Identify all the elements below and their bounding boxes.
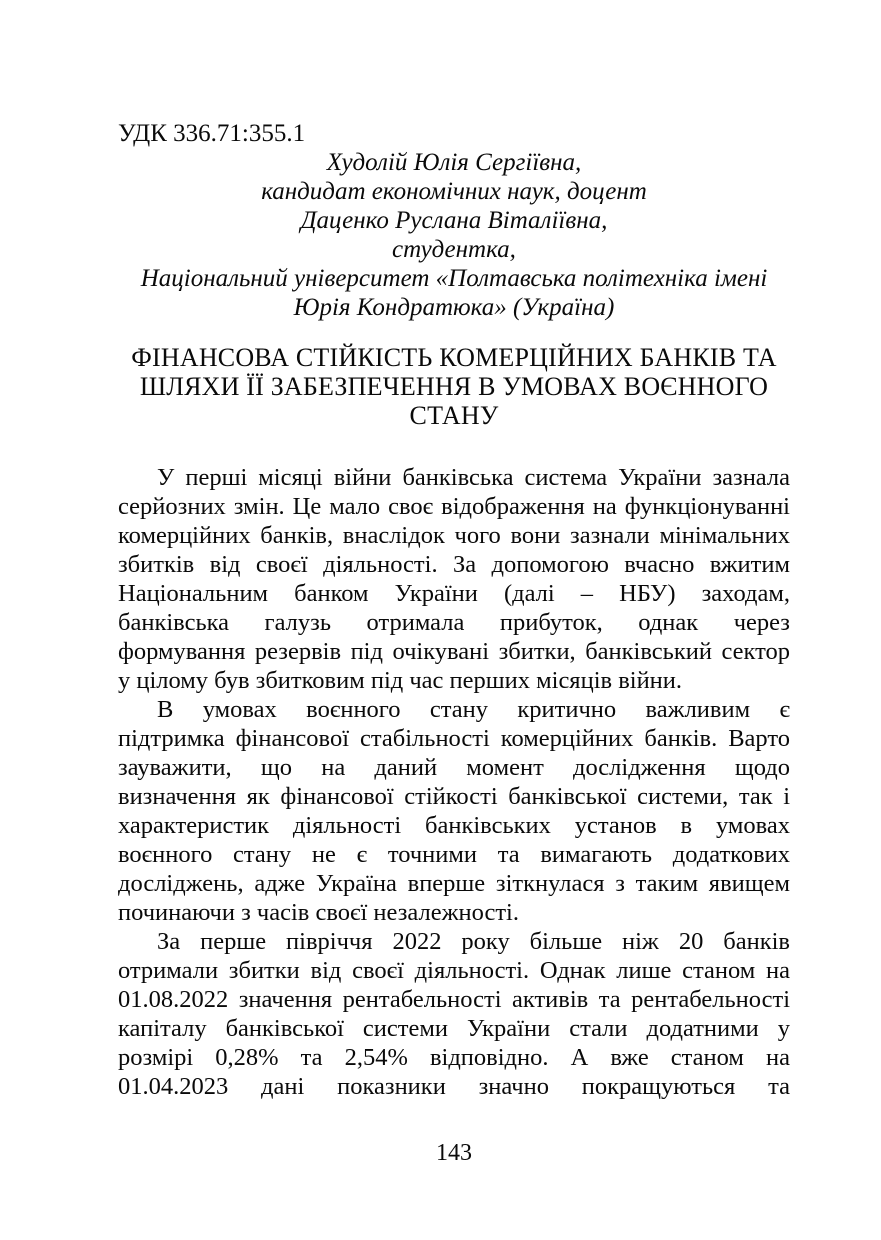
author-role-2: студентка, (392, 236, 516, 263)
page-number: 143 (436, 1140, 472, 1166)
text-line: У перші місяці війни банківська система України зазнала (157, 464, 790, 491)
text-line: у цілому був збитковим під час перших місяців війни. (118, 667, 683, 694)
text-line: досліджень, адже Україна вперше зіткнулася з таким явищем (118, 870, 790, 897)
text-line: серйозних змін. Це мало своє відображення на функціонуванні (118, 493, 790, 520)
author-name-2: Даценко Руслана Віталіївна, (300, 207, 608, 234)
paragraph (118, 927, 790, 1101)
text-line: зауважити, що на даний момент дослідження щодо (118, 754, 790, 781)
text-line: Національним банком України (далі – НБУ) заходам, (118, 580, 790, 607)
text-line: комерційних банків, внаслідок чого вони зазнали мінімальних (118, 522, 790, 549)
author-name-1: Худолій Юлія Сергіївна, (326, 149, 582, 176)
author-role-1: кандидат економічних наук, доцент (261, 178, 647, 205)
byline (118, 148, 790, 322)
affiliation-line-1: Національний університет «Полтавська політехніка імені (140, 265, 768, 292)
text-line: 01.08.2022 значення рентабельності активів та рентабельності (118, 986, 790, 1013)
text-line: отримали збитки від своєї діяльності. Однак лише станом на (118, 957, 790, 984)
udc-code: УДК 336.71:355.1 (118, 120, 306, 147)
text-line: В умовах воєнного стану критично важливим є (157, 696, 790, 723)
paragraph (118, 463, 790, 695)
article-title: ФІНАНСОВА СТІЙКІСТЬ КОМЕРЦІЙНИХ БАНКІВ ТА ШЛЯХИ ЇЇ ЗАБЕЗПЕЧЕННЯ В УМОВАХ ВОЄННОГО СТАНУ (131, 343, 777, 430)
text-line: характеристик діяльності банківських установ в умовах (118, 812, 790, 839)
text-line: збитків від своєї діяльності. За допомогою вчасно вжитим (118, 551, 790, 578)
text-line: банківська галузь отримала прибуток, однак через (118, 609, 790, 636)
text-line: розмірі 0,28% та 2,54% відповідно. А вже станом на (118, 1044, 790, 1071)
article-body (118, 463, 790, 1101)
text-line: визначення як фінансової стійкості банківської системи, так і (118, 783, 790, 810)
text-line: формування резервів під очікувані збитки, банківський сектор (118, 638, 790, 665)
text-line: починаючи з часів своєї незалежності. (118, 899, 519, 926)
text-line: воєнного стану не є точними та вимагають додаткових (118, 841, 790, 868)
text-line: 01.04.2023 дані показники значно покращуються та (118, 1073, 790, 1100)
text-line: підтримка фінансової стабільності комерційних банків. Варто (118, 725, 790, 752)
paragraph (118, 695, 790, 927)
text-line: капіталу банківської системи України стали додатними у (118, 1015, 790, 1042)
text-line: За перше півріччя 2022 року більше ніж 20 банків (157, 928, 790, 955)
affiliation-line-2: Юрія Кондратюка» (Україна) (293, 294, 615, 321)
